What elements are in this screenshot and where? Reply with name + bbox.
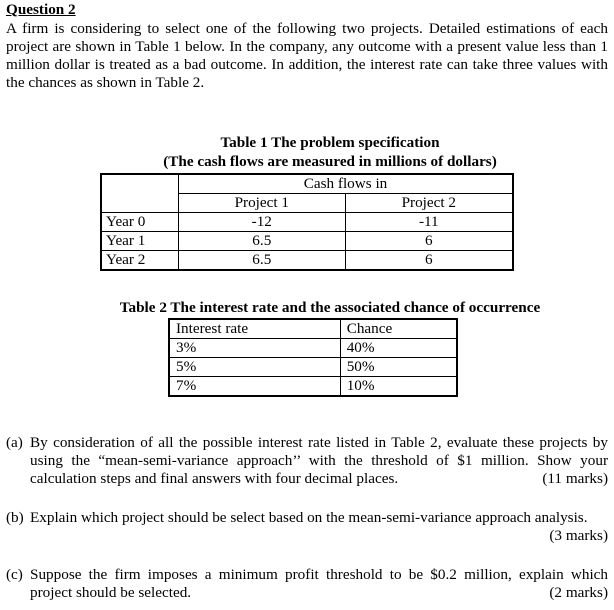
part-c [6, 566, 608, 602]
table-row [101, 251, 513, 271]
table-cell: 10% [340, 377, 457, 397]
table-row [169, 377, 457, 397]
part-b [6, 509, 608, 545]
part-a [6, 434, 608, 488]
question-intro: A firm is considering to select one of the following two projects. Detailed estimations of each project are shown in Table 1 below. In the company, any outcome with a present value less than 1 million dollar is treated as a bad outcome. In addition, the interest rate can take three values with the chances as shown in Table 2. [6, 20, 608, 91]
project1-header: Project 1 [179, 194, 346, 213]
row-label: Year 2 [101, 251, 179, 271]
part-c-label: (c) [6, 566, 23, 583]
chance-header: Chance [340, 319, 457, 339]
table2-caption: Table 2 The interest rate and the associated chance of occurrence [119, 299, 541, 316]
table-cell: -12 [179, 213, 346, 232]
table-row [101, 174, 513, 194]
interest-rate-header: Interest rate [169, 319, 340, 339]
table-cell: 6.5 [179, 251, 346, 271]
table-cell: 6.5 [179, 232, 346, 251]
table-cell: 6 [345, 251, 513, 271]
part-a-marks: (11 marks) [542, 470, 608, 487]
table-row [169, 339, 457, 358]
table-row [101, 232, 513, 251]
question-title: Question 2 [6, 1, 76, 18]
table-cell: 50% [340, 358, 457, 377]
part-a-label: (a) [6, 434, 23, 451]
part-b-marks: (3 marks) [549, 527, 608, 544]
table1 [100, 173, 514, 271]
table-cell: -11 [345, 213, 513, 232]
table-cell: 5% [169, 358, 340, 377]
part-c-text: Suppose the firm imposes a minimum profit threshold to be $0.2 million, explain which project should be selected. [30, 566, 608, 601]
part-b-text: Explain which project should be select based on the mean-semi-variance approach analysis. [30, 509, 588, 526]
row-label: Year 1 [101, 232, 179, 251]
table-cell: 7% [169, 377, 340, 397]
part-b-label: (b) [6, 509, 24, 526]
cash-flows-header: Cash flows in [179, 174, 514, 194]
table2 [168, 318, 458, 397]
part-a-text: By consideration of all the possible interest rate listed in Table 2, evaluate these projects by using the “mean-semi-variance approach’’ with the threshold of $1 million. Show your calculation steps and final answers with four decimal places. [30, 434, 608, 487]
table-row [169, 319, 457, 339]
table-cell-empty [101, 174, 179, 213]
table1-caption: Table 1 The problem specification [220, 134, 440, 151]
table-cell: 3% [169, 339, 340, 358]
table-row [101, 213, 513, 232]
table-row [169, 358, 457, 377]
table1-subcaption: (The cash flows are measured in millions of dollars) [163, 153, 497, 170]
project2-header: Project 2 [345, 194, 513, 213]
part-c-marks: (2 marks) [549, 584, 608, 601]
table-cell: 40% [340, 339, 457, 358]
row-label: Year 0 [101, 213, 179, 232]
table-cell: 6 [345, 232, 513, 251]
